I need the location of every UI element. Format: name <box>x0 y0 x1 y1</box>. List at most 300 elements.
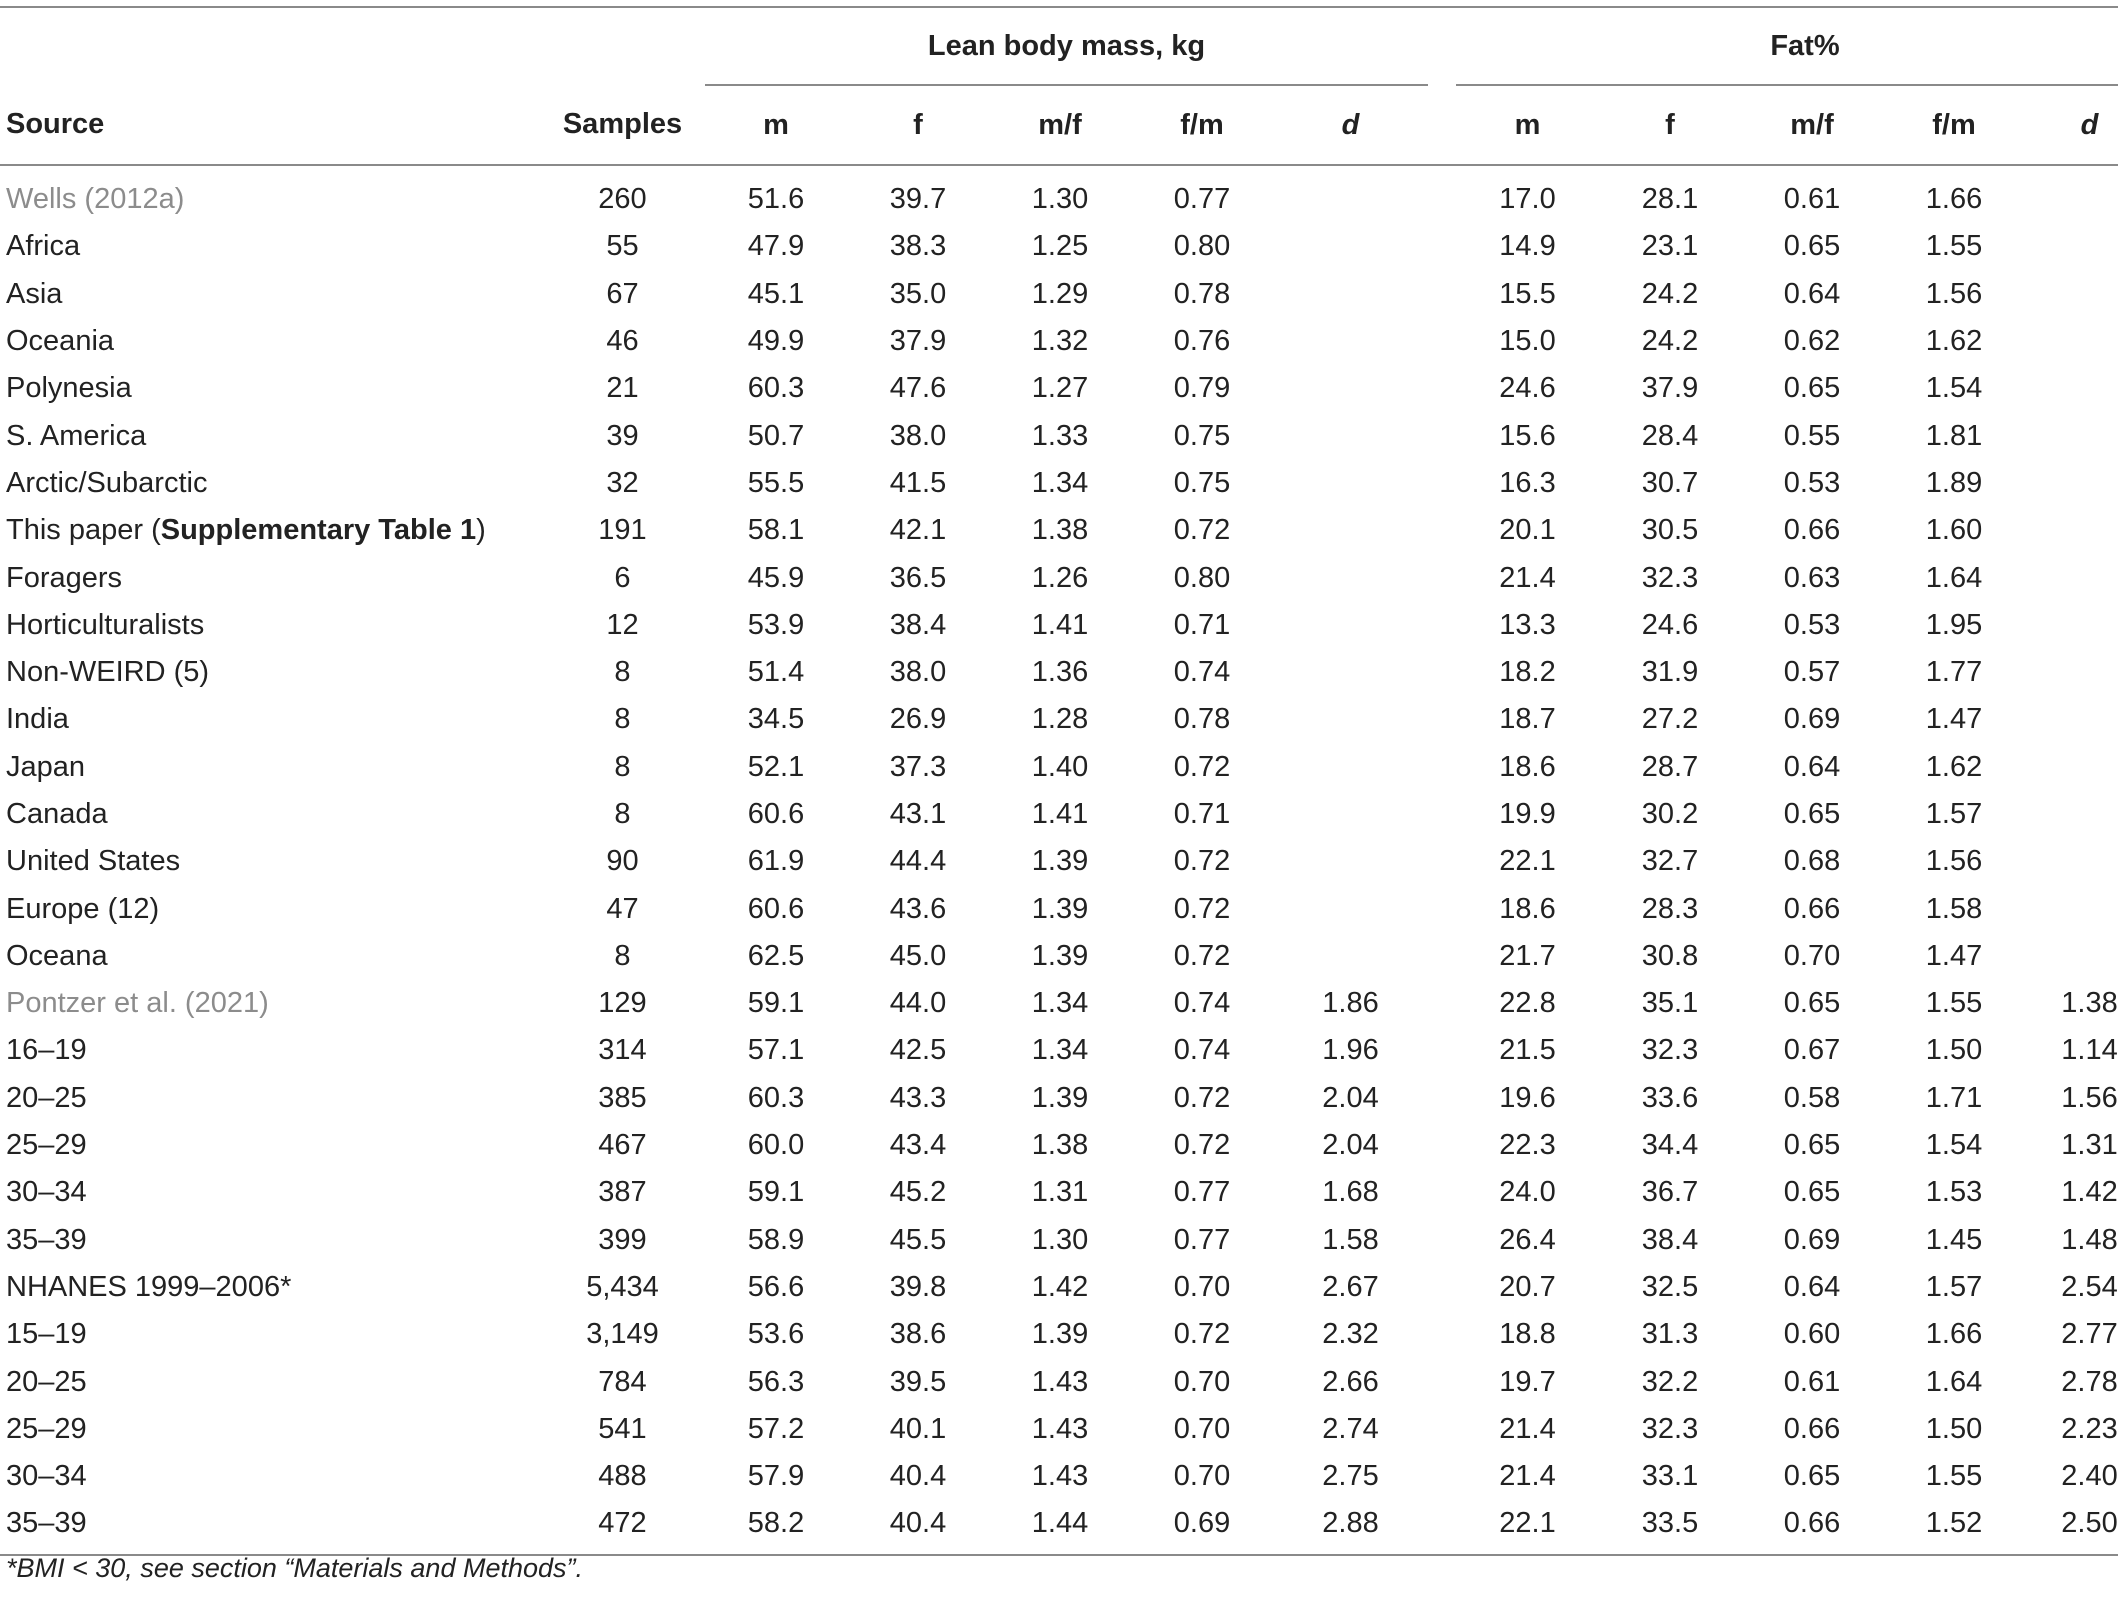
cell-fat-d: 2.54 <box>2061 1270 2118 1303</box>
cell-fat-fm: 1.56 <box>1925 845 1983 878</box>
cell-fat-f: 24.2 <box>1641 325 1699 358</box>
cell-fat-m: 15.0 <box>1499 325 1556 358</box>
cell-lbm-fm: 0.72 <box>1173 514 1231 547</box>
cell-fat-m: 22.1 <box>1456 1500 1599 1554</box>
cell-lbm-d <box>1273 744 1428 791</box>
cell-fat-m: 22.3 <box>1499 1129 1556 1162</box>
col-header-fat-d: d <box>2025 85 2118 165</box>
cell-lbm-f: 40.1 <box>889 1412 947 1445</box>
cell-samples: 46 <box>606 325 639 358</box>
cell-fat-m: 18.7 <box>1499 703 1556 736</box>
cell-fat-fm: 1.47 <box>1925 939 1983 972</box>
col-header-fat-f: f <box>1599 85 1741 165</box>
cell-fat-m: 26.4 <box>1499 1223 1556 1256</box>
cell-lbm-d: 2.74 <box>1322 1412 1379 1445</box>
col-header-fat-mf: m/f <box>1741 85 1883 165</box>
cell-lbm-mf: 1.43 <box>1031 1412 1089 1445</box>
cell-lbm-f: 38.0 <box>889 656 947 689</box>
cell-lbm-m: 57.9 <box>747 1460 805 1493</box>
table-row <box>0 318 2118 365</box>
cell-source: 20–25 <box>6 1365 87 1398</box>
cell-fat-d <box>2025 744 2118 791</box>
cell-lbm-f: 41.5 <box>889 466 947 499</box>
table-row <box>0 1217 2118 1264</box>
cell-samples: 467 <box>598 1129 647 1162</box>
cell-fat-f: 23.1 <box>1641 230 1699 263</box>
group-header-row <box>0 8 2118 85</box>
cell-lbm-f: 37.3 <box>889 750 947 783</box>
cell-gap <box>1428 223 1456 270</box>
cell-fat-m: 13.3 <box>1499 608 1556 641</box>
cell-fat-f: 34.4 <box>1641 1129 1699 1162</box>
cell-samples: 5,434 <box>586 1270 659 1303</box>
cell-lbm-m: 56.3 <box>747 1365 805 1398</box>
cell-fat-d <box>2025 365 2118 412</box>
cell-samples: 8 <box>614 798 631 830</box>
cell-lbm-f: 39.8 <box>889 1270 947 1303</box>
table-row <box>0 1027 2118 1074</box>
cell-lbm-fm: 0.80 <box>1173 561 1231 594</box>
cell-fat-f: 32.3 <box>1641 1412 1699 1445</box>
cell-fat-d <box>2025 649 2118 696</box>
cell-lbm-mf: 1.43 <box>1031 1365 1089 1398</box>
cell-source: 35–39 <box>6 1223 87 1256</box>
cell-source: Non-WEIRD (5) <box>6 656 210 689</box>
cell-lbm-mf: 1.41 <box>1031 798 1089 830</box>
cell-fat-m: 14.9 <box>1499 230 1556 263</box>
cell-fat-f: 30.8 <box>1641 939 1699 972</box>
cell-samples: 399 <box>598 1223 647 1256</box>
cell-source: Japan <box>6 750 86 783</box>
cell-lbm-m: 34.5 <box>747 703 805 736</box>
cell-fat-mf: 0.65 <box>1783 1460 1841 1493</box>
cell-lbm-f: 40.4 <box>847 1500 989 1554</box>
cell-fat-fm: 1.77 <box>1925 656 1983 689</box>
cell-fat-d <box>2025 791 2118 838</box>
cell-fat-f: 32.2 <box>1641 1365 1699 1398</box>
cell-fat-d <box>2025 602 2118 649</box>
cell-samples: 12 <box>606 608 639 641</box>
cell-lbm-f: 43.3 <box>889 1081 947 1114</box>
cell-gap <box>1428 507 1456 554</box>
cell-samples: 472 <box>540 1500 705 1554</box>
cell-lbm-fm: 0.78 <box>1173 277 1231 310</box>
cell-source: 30–34 <box>6 1460 87 1493</box>
cell-samples: 47 <box>606 892 639 925</box>
cell-fat-mf: 0.69 <box>1783 1223 1841 1256</box>
cell-gap <box>1428 412 1456 459</box>
group-header-lean-body-mass: Lean body mass, kg <box>705 8 1428 85</box>
cell-fat-fm: 1.71 <box>1925 1081 1983 1114</box>
cell-samples: 32 <box>606 466 639 499</box>
cell-lbm-d <box>1273 271 1428 318</box>
table-row <box>0 1169 2118 1216</box>
cell-fat-f: 31.9 <box>1641 656 1699 689</box>
cell-lbm-d <box>1273 365 1428 412</box>
col-header-fat-fm: f/m <box>1883 85 2025 165</box>
cell-lbm-mf: 1.36 <box>1031 656 1089 689</box>
cell-lbm-d <box>1273 507 1428 554</box>
cell-fat-d <box>2025 507 2118 554</box>
cell-fat-fm: 1.95 <box>1925 608 1983 641</box>
cell-lbm-d <box>1273 318 1428 365</box>
cell-lbm-m: 59.1 <box>747 987 805 1020</box>
cell-fat-mf: 0.55 <box>1783 419 1841 452</box>
cell-source: This paper (Supplementary Table 1) <box>6 514 486 547</box>
cell-lbm-m: 62.5 <box>747 939 805 972</box>
cell-gap <box>1428 1311 1456 1358</box>
cell-fat-fm: 1.57 <box>1925 798 1983 830</box>
cell-lbm-d <box>1273 602 1428 649</box>
cell-samples: 387 <box>598 1176 647 1209</box>
cell-fat-mf: 0.66 <box>1783 514 1841 547</box>
cell-lbm-mf: 1.31 <box>1031 1176 1089 1209</box>
cell-fat-d: 1.56 <box>2061 1081 2118 1114</box>
table-row <box>0 223 2118 270</box>
cell-fat-f: 37.9 <box>1641 372 1699 405</box>
cell-fat-fm: 1.66 <box>1925 1318 1983 1351</box>
cell-fat-mf: 0.61 <box>1783 183 1841 216</box>
cell-lbm-d: 2.67 <box>1322 1270 1379 1303</box>
cell-lbm-m: 51.4 <box>747 656 805 689</box>
cell-lbm-m: 53.9 <box>747 608 805 641</box>
cell-gap <box>1428 1358 1456 1405</box>
cell-fat-fm: 1.55 <box>1925 1460 1983 1493</box>
cell-lbm-fm: 0.74 <box>1173 987 1231 1020</box>
cell-fat-m: 19.9 <box>1499 798 1556 830</box>
cell-source: Pontzer et al. (2021) <box>6 987 269 1020</box>
cell-source: Arctic/Subarctic <box>6 466 208 499</box>
cell-fat-f: 24.2 <box>1641 277 1699 310</box>
cell-lbm-f: 43.1 <box>889 798 947 830</box>
cell-source: S. America <box>6 419 147 452</box>
cell-fat-f: 32.7 <box>1641 845 1699 878</box>
cell-lbm-fm: 0.78 <box>1173 703 1231 736</box>
cell-lbm-mf: 1.29 <box>1031 277 1089 310</box>
cell-lbm-mf: 1.40 <box>1031 750 1089 783</box>
cell-lbm-mf: 1.39 <box>1031 892 1089 925</box>
cell-fat-mf: 0.69 <box>1783 703 1841 736</box>
cell-lbm-mf: 1.34 <box>1031 987 1089 1020</box>
cell-fat-mf: 0.62 <box>1783 325 1841 358</box>
cell-lbm-f: 38.0 <box>889 419 947 452</box>
cell-gap <box>1428 602 1456 649</box>
cell-samples: 191 <box>598 514 647 547</box>
cell-lbm-f: 47.6 <box>889 372 947 405</box>
cell-fat-d <box>2025 933 2118 980</box>
cell-source: Oceania <box>6 325 115 358</box>
cell-fat-mf: 0.63 <box>1783 561 1841 594</box>
table-row <box>0 1358 2118 1405</box>
table-body <box>0 165 2118 1555</box>
cell-samples: 55 <box>606 230 639 263</box>
cell-fat-d <box>2025 838 2118 885</box>
cell-fat-d <box>2025 412 2118 459</box>
table-row <box>0 838 2118 885</box>
cell-lbm-mf: 1.39 <box>1031 939 1089 972</box>
cell-fat-fm: 1.53 <box>1925 1176 1983 1209</box>
table-row <box>0 933 2118 980</box>
cell-lbm-d <box>1273 223 1428 270</box>
cell-fat-f: 33.5 <box>1599 1500 1741 1554</box>
table-row <box>0 412 2118 459</box>
cell-gap <box>1428 165 1456 223</box>
col-header-samples: Samples <box>540 85 705 165</box>
col-header-source: Source <box>0 85 540 165</box>
cell-lbm-m: 60.6 <box>747 798 805 830</box>
cell-gap <box>1428 1500 1456 1554</box>
cell-source: 35–39 <box>0 1500 540 1554</box>
cell-lbm-d: 1.96 <box>1322 1034 1379 1067</box>
cell-fat-mf: 0.68 <box>1783 845 1841 878</box>
cell-fat-mf: 0.61 <box>1783 1365 1841 1398</box>
cell-fat-f: 27.2 <box>1641 703 1699 736</box>
cell-fat-fm: 1.58 <box>1925 892 1983 925</box>
cell-fat-fm: 1.64 <box>1925 561 1983 594</box>
cell-lbm-mf: 1.42 <box>1031 1270 1089 1303</box>
cell-fat-f: 30.5 <box>1641 514 1699 547</box>
cell-fat-d <box>2025 696 2118 743</box>
cell-fat-mf: 0.57 <box>1783 656 1841 689</box>
cell-lbm-d: 1.68 <box>1322 1176 1379 1209</box>
cell-lbm-m: 60.0 <box>747 1129 805 1162</box>
cell-lbm-d: 1.86 <box>1322 987 1379 1020</box>
cell-gap <box>1428 933 1456 980</box>
cell-lbm-fm: 0.69 <box>1131 1500 1273 1554</box>
cell-lbm-m: 56.6 <box>747 1270 805 1303</box>
cell-fat-m: 15.6 <box>1499 419 1556 452</box>
cell-fat-mf: 0.65 <box>1783 987 1841 1020</box>
cell-lbm-f: 44.4 <box>889 845 947 878</box>
col-header-lbm-fm: f/m <box>1131 85 1273 165</box>
cell-fat-m: 18.8 <box>1499 1318 1556 1351</box>
cell-lbm-m: 61.9 <box>747 845 805 878</box>
cell-lbm-d: 2.04 <box>1322 1081 1379 1114</box>
cell-fat-mf: 0.65 <box>1783 372 1841 405</box>
cell-samples: 21 <box>606 372 639 405</box>
cell-lbm-fm: 0.70 <box>1173 1270 1231 1303</box>
cell-gap <box>1428 1217 1456 1264</box>
cell-lbm-d <box>1273 554 1428 601</box>
cell-fat-m: 22.1 <box>1499 845 1556 878</box>
cell-lbm-fm: 0.74 <box>1173 1034 1231 1067</box>
cell-lbm-fm: 0.75 <box>1173 419 1231 452</box>
cell-lbm-fm: 0.79 <box>1173 372 1231 405</box>
cell-samples: 39 <box>606 419 639 452</box>
cell-fat-fm: 1.55 <box>1925 230 1983 263</box>
cell-gap <box>1428 791 1456 838</box>
cell-fat-f: 32.3 <box>1641 1034 1699 1067</box>
table-row <box>0 1453 2118 1500</box>
cell-lbm-fm: 0.71 <box>1173 798 1231 830</box>
cell-fat-m: 18.2 <box>1499 656 1556 689</box>
cell-lbm-m: 57.1 <box>747 1034 805 1067</box>
cell-fat-m: 21.4 <box>1499 1460 1556 1493</box>
cell-gap <box>1428 744 1456 791</box>
table-row <box>0 507 2118 554</box>
cell-fat-fm: 1.64 <box>1925 1365 1983 1398</box>
cell-source: Africa <box>6 230 81 263</box>
cell-source: 16–19 <box>6 1034 87 1067</box>
cell-lbm-mf: 1.34 <box>1031 466 1089 499</box>
cell-lbm-fm: 0.72 <box>1173 1081 1231 1114</box>
cell-fat-fm: 1.60 <box>1925 514 1983 547</box>
cell-fat-d: 2.23 <box>2061 1412 2118 1445</box>
cell-lbm-f: 36.5 <box>889 561 947 594</box>
cell-lbm-m: 60.3 <box>747 372 805 405</box>
cell-lbm-d <box>1273 649 1428 696</box>
cell-samples: 8 <box>614 939 631 972</box>
table-row <box>0 1311 2118 1358</box>
cell-fat-fm: 1.52 <box>1883 1500 2025 1554</box>
cell-fat-m: 20.7 <box>1499 1270 1556 1303</box>
cell-fat-fm: 1.62 <box>1925 325 1983 358</box>
cell-fat-m: 21.4 <box>1499 1412 1556 1445</box>
cell-lbm-d: 1.58 <box>1322 1223 1379 1256</box>
cell-fat-f: 32.5 <box>1641 1270 1699 1303</box>
cell-fat-f: 24.6 <box>1641 608 1699 641</box>
cell-lbm-d: 2.32 <box>1322 1318 1379 1351</box>
col-header-lbm-m: m <box>705 85 847 165</box>
cell-lbm-mf: 1.38 <box>1031 514 1089 547</box>
cell-gap <box>1428 649 1456 696</box>
cell-fat-m: 21.4 <box>1499 561 1556 594</box>
table-row <box>0 1075 2118 1122</box>
cell-fat-f: 31.3 <box>1641 1318 1699 1351</box>
cell-gap <box>1428 1264 1456 1311</box>
cell-lbm-mf: 1.27 <box>1031 372 1089 405</box>
cell-lbm-m: 51.6 <box>747 183 805 216</box>
cell-fat-d <box>2025 460 2118 507</box>
cell-lbm-m: 45.9 <box>747 561 805 594</box>
cell-fat-fm: 1.89 <box>1925 466 1983 499</box>
cell-fat-d: 1.38 <box>2061 987 2118 1020</box>
cell-fat-d <box>2025 271 2118 318</box>
table-row <box>0 1406 2118 1453</box>
cell-fat-m: 21.5 <box>1499 1034 1556 1067</box>
cell-lbm-d: 2.66 <box>1322 1365 1379 1398</box>
cell-fat-mf: 0.58 <box>1783 1081 1841 1114</box>
cell-samples: 8 <box>614 750 631 783</box>
column-header-row <box>0 85 2118 165</box>
table-row <box>0 602 2118 649</box>
cell-lbm-fm: 0.70 <box>1173 1412 1231 1445</box>
cell-fat-fm: 1.56 <box>1925 277 1983 310</box>
cell-lbm-mf: 1.39 <box>1031 1081 1089 1114</box>
cell-fat-mf: 0.70 <box>1783 939 1841 972</box>
cell-samples: 385 <box>598 1081 647 1114</box>
cell-lbm-fm: 0.75 <box>1173 466 1231 499</box>
cell-fat-mf: 0.64 <box>1783 277 1841 310</box>
cell-lbm-m: 49.9 <box>747 325 805 358</box>
cell-fat-mf: 0.53 <box>1783 466 1841 499</box>
cell-lbm-f: 45.2 <box>889 1176 947 1209</box>
cell-fat-fm: 1.50 <box>1925 1412 1983 1445</box>
cell-lbm-mf: 1.38 <box>1031 1129 1089 1162</box>
cell-fat-m: 21.7 <box>1499 939 1556 972</box>
cell-fat-m: 19.7 <box>1499 1365 1556 1398</box>
cell-lbm-d <box>1273 838 1428 885</box>
cell-fat-d: 1.42 <box>2061 1176 2118 1209</box>
cell-fat-m: 20.1 <box>1499 514 1556 547</box>
table-row <box>0 980 2118 1027</box>
cell-source: Canada <box>6 798 108 830</box>
cell-fat-mf: 0.66 <box>1783 892 1841 925</box>
cell-fat-m: 19.6 <box>1499 1081 1556 1114</box>
cell-lbm-fm: 0.77 <box>1173 183 1231 216</box>
cell-lbm-m: 47.9 <box>747 230 805 263</box>
cell-lbm-f: 37.9 <box>889 325 947 358</box>
col-header-lbm-mf: m/f <box>989 85 1131 165</box>
cell-lbm-fm: 0.72 <box>1173 750 1231 783</box>
cell-lbm-f: 26.9 <box>889 703 947 736</box>
cell-samples: 8 <box>614 656 631 689</box>
cell-samples: 488 <box>598 1460 647 1493</box>
cell-source: United States <box>6 845 181 878</box>
cell-lbm-d <box>1273 460 1428 507</box>
cell-gap <box>1428 1027 1456 1074</box>
cell-fat-fm: 1.62 <box>1925 750 1983 783</box>
cell-lbm-mf: 1.41 <box>1031 608 1089 641</box>
cell-fat-mf: 0.64 <box>1783 750 1841 783</box>
cell-samples: 129 <box>598 987 647 1020</box>
cell-lbm-mf: 1.34 <box>1031 1034 1089 1067</box>
cell-source: Horticulturalists <box>6 608 205 641</box>
cell-samples: 541 <box>598 1412 647 1445</box>
cell-fat-f: 30.7 <box>1641 466 1699 499</box>
cell-lbm-fm: 0.77 <box>1173 1176 1231 1209</box>
cell-lbm-f: 45.0 <box>889 939 947 972</box>
supplementary-table-ref: Supplementary Table 1 <box>160 514 477 547</box>
cell-lbm-mf: 1.39 <box>1031 845 1089 878</box>
cell-fat-m: 18.6 <box>1499 750 1556 783</box>
table-row <box>0 554 2118 601</box>
table-row <box>0 696 2118 743</box>
cell-source: 15–19 <box>6 1318 87 1351</box>
cell-gap <box>1428 838 1456 885</box>
cell-lbm-mf: 1.44 <box>989 1500 1131 1554</box>
cell-fat-f: 30.2 <box>1641 798 1699 830</box>
cell-lbm-fm: 0.80 <box>1173 230 1231 263</box>
cell-fat-d: 2.50 <box>2025 1500 2118 1554</box>
cell-gap <box>1428 1075 1456 1122</box>
cell-source: 25–29 <box>6 1412 87 1445</box>
cell-source: Asia <box>6 277 63 310</box>
cell-lbm-mf: 1.39 <box>1031 1318 1089 1351</box>
cell-lbm-fm: 0.72 <box>1173 1318 1231 1351</box>
cell-fat-mf: 0.65 <box>1783 798 1841 830</box>
cell-gap <box>1428 365 1456 412</box>
cell-fat-d <box>2025 165 2118 223</box>
col-header-lbm-f: f <box>847 85 989 165</box>
cell-lbm-fm: 0.76 <box>1173 325 1231 358</box>
cell-lbm-fm: 0.70 <box>1173 1460 1231 1493</box>
cell-lbm-m: 53.6 <box>747 1318 805 1351</box>
cell-fat-d <box>2025 318 2118 365</box>
cell-fat-d: 1.48 <box>2061 1223 2118 1256</box>
cell-lbm-f: 38.6 <box>889 1318 947 1351</box>
cell-fat-mf: 0.60 <box>1783 1318 1841 1351</box>
cell-lbm-mf: 1.33 <box>1031 419 1089 452</box>
cell-fat-m: 24.0 <box>1499 1176 1556 1209</box>
cell-lbm-mf: 1.43 <box>1031 1460 1089 1493</box>
cell-fat-f: 28.3 <box>1641 892 1699 925</box>
table-row <box>0 365 2118 412</box>
cell-lbm-f: 38.3 <box>889 230 947 263</box>
cell-lbm-f: 43.4 <box>889 1129 947 1162</box>
cell-fat-m: 22.8 <box>1499 987 1556 1020</box>
cell-fat-f: 32.3 <box>1641 561 1699 594</box>
